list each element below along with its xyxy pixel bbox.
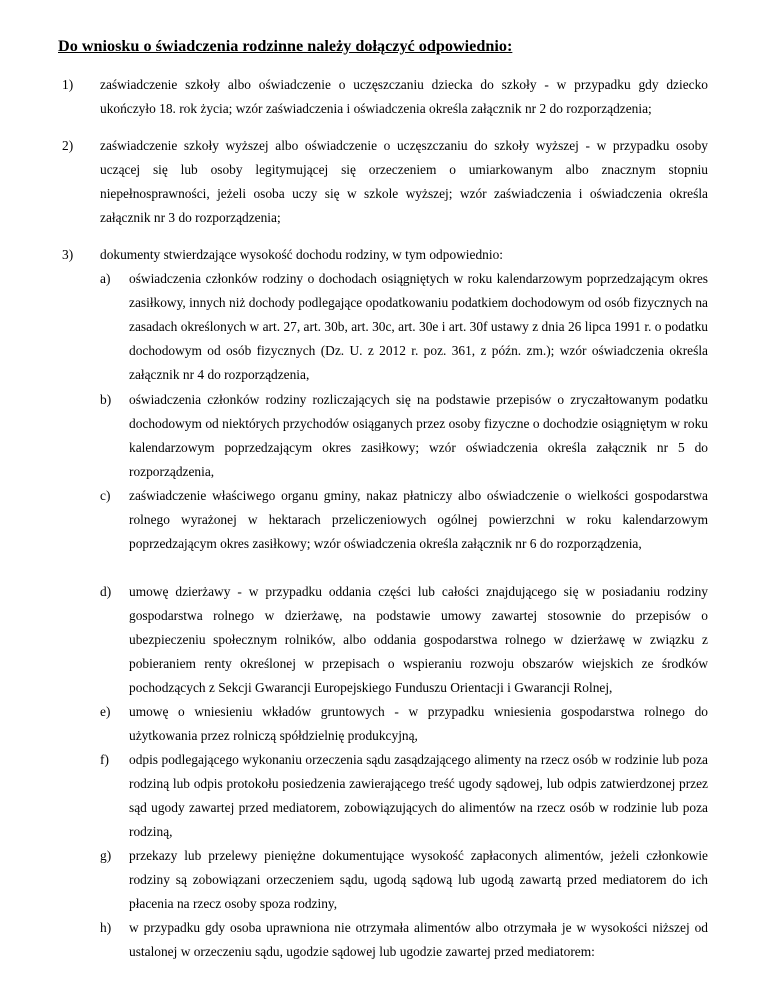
list-number: 3) <box>62 247 74 262</box>
list-item-text: zaświadczenie szkoły albo oświadczenie o uczęszczaniu dziecka do szkoły - w przypadku gdy dziecko ukończyło 18. rok życia; wzór zaświadczenia i oświadczenia określa załącznik nr 2 do rozporządzenia; <box>100 77 708 116</box>
sub-item-h <box>62 916 708 964</box>
document-heading: Do wniosku o świadczenia rodzinne należy dołączyć odpowiednio: <box>58 37 513 55</box>
sub-letter: b) <box>100 392 112 407</box>
sub-letter: f) <box>100 752 109 767</box>
sub-item-text: przekazy lub przelewy pieniężne dokumentujące wysokość zapłaconych alimentów, jeżeli członkowie rodziny są zobowiązani orzeczeniem sądu, ugodą sądową lub ugodą zawartą przed mediatorem do ich płacenia na rzecz osoby spoza rodziny, <box>129 848 708 911</box>
sub-letter: d) <box>100 584 112 599</box>
sub-item-f <box>62 748 708 844</box>
sub-letter: e) <box>100 704 111 719</box>
list-item-text: dokumenty stwierdzające wysokość dochodu rodziny, w tym odpowiednio: <box>100 247 503 262</box>
sub-item-text: oświadczenia członków rodziny o dochodach osiągniętych w roku kalendarzowym poprzedzającym okres zasiłkowy, innych niż dochody podlegające opodatkowaniu podatkiem dochodowym od osób fizycznych na zasadach określonych w art. 27, art. 30b, art. 30c, art. 30e i art. 30f ustawy z dnia 26 lipca 1991 r. o podatku dochodowym od osób fizycznych (Dz. U. z 2012 r. poz. 361, z późn. zm.); wzór oświadczenia określa załącznik nr 4 do rozporządzenia, <box>129 271 708 382</box>
sub-item-text: odpis podlegającego wykonaniu orzeczenia sądu zasądzającego alimenty na rzecz osób w rodzinie lub poza rodziną lub odpis protokołu posiedzenia zawierającego treść ugody sądowej, lub odpis zatwierdzonej przez sąd ugody zawartej przed mediatorem, zobowiązujących do alimentów na rzecz osób w rodzinie lub poza rodziną, <box>129 752 708 839</box>
sub-item-text: w przypadku gdy osoba uprawniona nie otrzymała alimentów albo otrzymała je w wysokości niższej od ustalonej w orzeczeniu sądu, ugodzie sądowej lub ugodzie zawartej przed mediatorem: <box>129 920 708 959</box>
list-item-3 <box>62 243 708 267</box>
list-item-2 <box>62 134 708 230</box>
sub-letter: h) <box>100 920 112 935</box>
sub-letter: a) <box>100 271 111 286</box>
list-number: 2) <box>62 138 74 153</box>
sub-item-b <box>62 388 708 484</box>
sub-item-text: oświadczenia członków rodziny rozliczających się na podstawie przepisów o zryczałtowanym podatku dochodowym od niektórych przychodów osiąganych przez osoby fizyczne o dochodzie osiągniętym w roku kalendarzowym poprzedzającym okres zasiłkowy; wzór oświadczenia określa załącznik nr 5 do rozporządzenia, <box>129 392 708 479</box>
sub-item-text: zaświadczenie właściwego organu gminy, nakaz płatniczy albo oświadczenie o wielkości gospodarstwa rolnego wyrażonej w hektarach przeliczeniowych ogólnej powierzchni w roku kalendarzowym poprzedzającym okres zasiłkowy; wzór oświadczenia określa załącznik nr 6 do rozporządzenia, <box>129 488 708 551</box>
list-number: 1) <box>62 77 74 92</box>
sub-item-text: umowę dzierżawy - w przypadku oddania części lub całości znajdującego się w posiadaniu rodziny gospodarstwa rolnego w dzierżawę, na podstawie umowy zawartej stosownie do przepisów o ubezpieczeniu społecznym rolników, albo oddania gospodarstwa rolnego w dzierżawę w związku z pobieraniem renty określonej w przepisach o wspieraniu rozwoju obszarów wiejskich ze środków pochodzących z Sekcji Gwarancji Europejskiego Funduszu Orientacji i Gwarancji Rolnej, <box>129 584 708 695</box>
sub-item-g <box>62 844 708 916</box>
sub-item-a <box>62 267 708 387</box>
sub-letter: g) <box>100 848 112 863</box>
list-item-text: zaświadczenie szkoły wyższej albo oświadczenie o uczęszczaniu do szkoły wyższej - w przypadku osoby uczącej się lub osoby legitymującej się orzeczeniem o umiarkowanym albo znacznym stopniu niepełnosprawności, jeżeli osoba uczy się w szkole wyższej; wzór zaświadczenia i oświadczenia określa załącznik nr 3 do rozporządzenia; <box>100 138 708 225</box>
list-item-1 <box>62 73 708 121</box>
sub-item-text: umowę o wniesieniu wkładów gruntowych - w przypadku wniesienia gospodarstwa rolnego do użytkowania przez rolniczą spółdzielnię produkcyjną, <box>129 704 708 743</box>
sub-item-e <box>62 700 708 748</box>
sub-letter: c) <box>100 488 111 503</box>
sub-item-d <box>62 580 708 700</box>
sub-item-c <box>62 484 708 556</box>
